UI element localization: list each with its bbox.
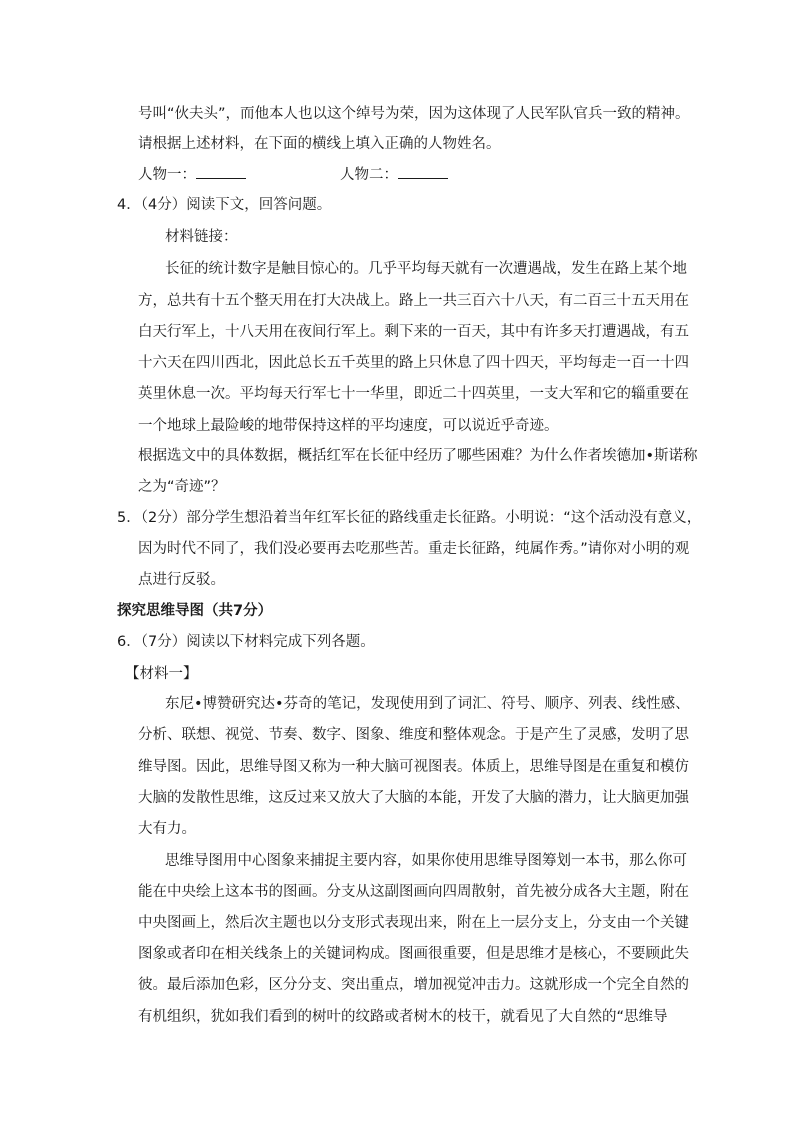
text-line: 分析、联想、视觉、节奏、数字、图象、维度和整体观念。于是产生了灵感，发明了思: [138, 727, 689, 743]
text-line: 思维导图用中心图象来捕捉主要内容，如果你使用思维导图筹划一本书，那么你可: [165, 853, 687, 869]
text-line: 能在中央绘上这本书的图画。分支从这副图画向四周散射，首先被分成各大主题，附在: [138, 884, 689, 900]
text-line: 根据选文中的具体数据，概括红军在长征中经历了哪些困难？为什么作者埃德加•斯诺称: [138, 448, 698, 464]
text-line: 方，总共有十五个整天用在打大决战上。路上一共三百六十八天，有二百三十五天用在: [138, 293, 689, 309]
text-line: 中央图画上，然后次主题也以分支形式表现出来，附在上一层分支上，分支由一个关键: [138, 915, 689, 931]
text-line: 图象或者印在相关线条上的关键词构成。图画很重要，但是思维才是核心，不要顾此失: [138, 946, 689, 962]
text-line: 彼。最后添加色彩，区分分支、突出重点，增加视觉冲击力。这就形成一个完全自然的: [138, 977, 689, 993]
text-line: 维导图。因此，思维导图又称为一种大脑可视图表。体质上，思维导图是在重复和模仿: [138, 759, 689, 775]
text-line: 号叫“伙夫头”，而他本人也以这个绰号为荣，因为这体现了人民军队官兵一致的精神。: [138, 106, 690, 122]
text-line: 白天行军上，十八天用在夜间行军上。剩下来的一百天，其中有许多天打遭遇战，有五: [138, 324, 689, 340]
material-link-label: 材料链接：: [165, 229, 238, 245]
text-line: 一个地球上最险峻的地带保持这样的平均速度，可以说近乎奇迹。: [138, 418, 559, 434]
text-line: 长征的统计数字是触目惊心的。几乎平均每天就有一次遭遇战，发生在路上某个地: [165, 261, 687, 277]
text-line: 十六天在四川西北，因此总长五千英里的路上只休息了四十四天，平均每走一百一十四: [138, 355, 689, 371]
text-line: 点进行反驳。: [138, 572, 225, 588]
answer-label-person-one: 人物一：: [138, 164, 246, 185]
text-line: 东尼•博赞研究达•芬奇的笔记，发现使用到了词汇、符号、顺序、列表、线性感、: [165, 696, 690, 712]
text-line: 因为时代不同了，我们没必要再去吃那些苦。重走长征路，纯属作秀。”请你对小明的观: [138, 541, 690, 557]
text-line: 请根据上述材料，在下面的横线上填入正确的人物姓名。: [138, 136, 501, 152]
section-heading: 探究思维导图（共7分）: [117, 603, 273, 619]
answer-blank-person-two[interactable]: [398, 164, 448, 179]
answer-blank-person-one[interactable]: [196, 164, 246, 179]
question-6: 6．（7分）阅读以下材料完成下列各题。: [117, 634, 375, 650]
text-line: 英里休息一次。平均每天行军七十一华里，即近二十四英里，一支大军和它的辎重要在: [138, 386, 689, 402]
material-one-label: 【材料一】: [125, 666, 198, 682]
text-line: 大有力。: [138, 821, 196, 837]
question-5: 5．（2分）部分学生想沿着当年红军长征的路线重走长征路。小明说：“这个活动没有意义，: [117, 510, 702, 526]
answer-label-person-two: 人物二：: [340, 164, 448, 185]
text-line: 有机组织，犹如我们看到的树叶的纹路或者树木的枝干，就看见了大自然的“思维导: [138, 1009, 668, 1025]
text-line: 大脑的发散性思维，这反过来又放大了大脑的本能，开发了大脑的潜力，让大脑更加强: [138, 790, 689, 806]
question-4: 4．（4分）阅读下文，回答问题。: [117, 197, 332, 213]
text-line: 之为“奇迹”？: [138, 479, 226, 495]
